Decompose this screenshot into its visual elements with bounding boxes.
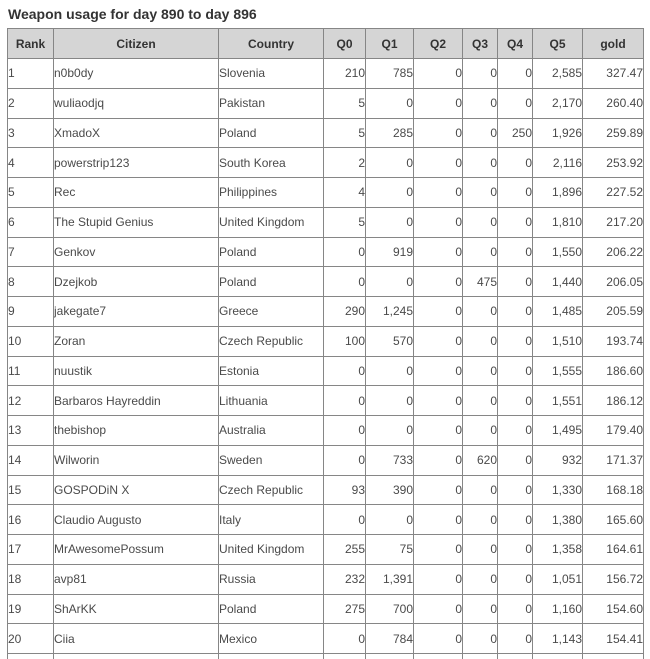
- column-header-q3: Q3: [463, 29, 498, 59]
- cell-country: United Kingdom: [219, 207, 324, 237]
- cell-citizen: Rec: [54, 178, 219, 208]
- cell-q4: 0: [498, 237, 533, 267]
- table-row: [8, 148, 644, 178]
- cell-q3: 0: [463, 59, 498, 89]
- cell-country: Mexico: [219, 624, 324, 654]
- table-row: [8, 505, 644, 535]
- cell-rank: 4: [8, 148, 54, 178]
- cell-citizen: Wilworin: [54, 445, 219, 475]
- cell-country: Italy: [219, 505, 324, 535]
- table-row: [8, 356, 644, 386]
- cell-gold: 179.40: [583, 416, 644, 446]
- cell-q0: 0: [324, 267, 366, 297]
- cell-q3: 0: [463, 505, 498, 535]
- table-row: [8, 59, 644, 89]
- cell-q4: 0: [498, 178, 533, 208]
- column-header-q2: Q2: [414, 29, 463, 59]
- header-row: [8, 29, 644, 59]
- cell-citizen: GOSPODiN X: [54, 475, 219, 505]
- cell-gold: 164.61: [583, 535, 644, 565]
- cell-rank: 16: [8, 505, 54, 535]
- cell-country: Poland: [219, 118, 324, 148]
- cell-q4: 0: [498, 386, 533, 416]
- cell-rank: 19: [8, 594, 54, 624]
- cell-q3: 0: [463, 148, 498, 178]
- cell-q4: 0: [498, 475, 533, 505]
- cell-q0: 0: [324, 386, 366, 416]
- cell-q4: 0: [498, 267, 533, 297]
- cell-rank: 5: [8, 178, 54, 208]
- cell-gold: 327.47: [583, 59, 644, 89]
- cell-rank: 6: [8, 207, 54, 237]
- table-row: [8, 475, 644, 505]
- cell-q4: 0: [498, 88, 533, 118]
- table-row: [8, 326, 644, 356]
- cell-q5: 1,896: [533, 178, 583, 208]
- cell-q1: 0: [366, 416, 414, 446]
- cell-q0: 290: [324, 297, 366, 327]
- cell-q5: 1,358: [533, 535, 583, 565]
- cell-rank: 10: [8, 326, 54, 356]
- cell-q2: 0: [414, 148, 463, 178]
- cell-q1: 0: [366, 386, 414, 416]
- table-row: [8, 624, 644, 654]
- column-header-q4: Q4: [498, 29, 533, 59]
- cell-q5: [533, 654, 583, 659]
- cell-q0: 93: [324, 475, 366, 505]
- cell-gold: 217.20: [583, 207, 644, 237]
- cell-country: Czech Republic: [219, 326, 324, 356]
- table-row: [8, 267, 644, 297]
- cell-citizen: jakegate7: [54, 297, 219, 327]
- cell-q0: 4: [324, 178, 366, 208]
- cell-citizen: Claudio Augusto: [54, 505, 219, 535]
- cell-rank: 8: [8, 267, 54, 297]
- cell-citizen: powerstrip123: [54, 148, 219, 178]
- cell-q4: 0: [498, 59, 533, 89]
- table-row: [8, 386, 644, 416]
- cell-q2: 0: [414, 88, 463, 118]
- cell-q1: 700: [366, 594, 414, 624]
- cell-q3: 475: [463, 267, 498, 297]
- cell-q3: [463, 654, 498, 659]
- cell-rank: [8, 654, 54, 659]
- cell-q4: 0: [498, 535, 533, 565]
- cell-q0: 5: [324, 118, 366, 148]
- cell-gold: 186.12: [583, 386, 644, 416]
- cell-q1: 570: [366, 326, 414, 356]
- cell-gold: 186.60: [583, 356, 644, 386]
- cell-q1: [366, 654, 414, 659]
- cell-q3: 0: [463, 297, 498, 327]
- cell-q0: 5: [324, 207, 366, 237]
- cell-q5: 1,485: [533, 297, 583, 327]
- cell-q2: 0: [414, 237, 463, 267]
- cell-q1: 1,245: [366, 297, 414, 327]
- cell-rank: 2: [8, 88, 54, 118]
- cell-citizen: The Stupid Genius: [54, 207, 219, 237]
- cell-citizen: MrAwesomePossum: [54, 535, 219, 565]
- cell-gold: 171.37: [583, 445, 644, 475]
- column-header-citizen: Citizen: [54, 29, 219, 59]
- cell-q2: 0: [414, 505, 463, 535]
- cell-q3: 0: [463, 326, 498, 356]
- cell-q1: 75: [366, 535, 414, 565]
- cell-q1: 919: [366, 237, 414, 267]
- cell-q2: [414, 654, 463, 659]
- cell-citizen: XmadoX: [54, 118, 219, 148]
- cell-q4: 0: [498, 416, 533, 446]
- table-row: [8, 207, 644, 237]
- cell-q3: 0: [463, 416, 498, 446]
- cell-q0: 0: [324, 416, 366, 446]
- column-header-q0: Q0: [324, 29, 366, 59]
- cell-country: Australia: [219, 416, 324, 446]
- cell-gold: 206.22: [583, 237, 644, 267]
- cell-q1: 785: [366, 59, 414, 89]
- cell-citizen: n0b0dy: [54, 59, 219, 89]
- cell-q5: 1,555: [533, 356, 583, 386]
- cell-q4: 0: [498, 207, 533, 237]
- cell-country: Philippines: [219, 178, 324, 208]
- cell-q5: 932: [533, 445, 583, 475]
- cell-q0: 0: [324, 356, 366, 386]
- cell-q2: 0: [414, 624, 463, 654]
- cell-gold: 168.18: [583, 475, 644, 505]
- table-row: [8, 594, 644, 624]
- cell-q4: 0: [498, 594, 533, 624]
- column-header-country: Country: [219, 29, 324, 59]
- cell-citizen: thebishop: [54, 416, 219, 446]
- cell-q0: 0: [324, 237, 366, 267]
- cell-country: South Korea: [219, 148, 324, 178]
- cell-q4: 0: [498, 356, 533, 386]
- cell-q5: 2,170: [533, 88, 583, 118]
- cell-gold: 193.74: [583, 326, 644, 356]
- cell-country: Sweden: [219, 445, 324, 475]
- cell-country: Slovenia: [219, 59, 324, 89]
- cell-citizen: avp81: [54, 564, 219, 594]
- cell-rank: 20: [8, 624, 54, 654]
- cell-q2: 0: [414, 207, 463, 237]
- cell-q2: 0: [414, 475, 463, 505]
- column-header-q1: Q1: [366, 29, 414, 59]
- cell-q1: 1,391: [366, 564, 414, 594]
- cell-q5: 1,380: [533, 505, 583, 535]
- cell-country: Poland: [219, 267, 324, 297]
- cell-q5: 1,510: [533, 326, 583, 356]
- cell-gold: 165.60: [583, 505, 644, 535]
- cell-q1: 784: [366, 624, 414, 654]
- cell-country: [219, 654, 324, 659]
- cell-q5: 1,143: [533, 624, 583, 654]
- cell-country: Czech Republic: [219, 475, 324, 505]
- cell-citizen: Genkov: [54, 237, 219, 267]
- cell-q5: 2,585: [533, 59, 583, 89]
- cell-q3: 0: [463, 475, 498, 505]
- cell-gold: 260.40: [583, 88, 644, 118]
- table-row: [8, 535, 644, 565]
- cell-q2: 0: [414, 118, 463, 148]
- table-row: [8, 297, 644, 327]
- cell-q0: 5: [324, 88, 366, 118]
- cell-q5: 1,495: [533, 416, 583, 446]
- cell-q1: 0: [366, 88, 414, 118]
- cell-q2: 0: [414, 356, 463, 386]
- cell-rank: 12: [8, 386, 54, 416]
- cell-q3: 0: [463, 624, 498, 654]
- cell-q2: 0: [414, 564, 463, 594]
- cell-country: Estonia: [219, 356, 324, 386]
- cell-citizen: ShArKK: [54, 594, 219, 624]
- cell-citizen: [54, 654, 219, 659]
- cell-gold: 253.92: [583, 148, 644, 178]
- weapon-usage-table: [7, 28, 644, 659]
- cell-q3: 620: [463, 445, 498, 475]
- cell-q1: 0: [366, 178, 414, 208]
- cell-q4: 0: [498, 505, 533, 535]
- cell-q3: 0: [463, 535, 498, 565]
- cell-q5: 1,926: [533, 118, 583, 148]
- column-header-q5: Q5: [533, 29, 583, 59]
- cell-q3: 0: [463, 237, 498, 267]
- cell-q4: 0: [498, 326, 533, 356]
- table-row: [8, 237, 644, 267]
- cell-q5: 1,160: [533, 594, 583, 624]
- table-row: [8, 88, 644, 118]
- cell-q3: 0: [463, 207, 498, 237]
- cell-q0: [324, 654, 366, 659]
- table-row: [8, 178, 644, 208]
- cell-q2: 0: [414, 535, 463, 565]
- cell-q5: 1,330: [533, 475, 583, 505]
- cell-gold: 154.41: [583, 624, 644, 654]
- cell-q1: 0: [366, 148, 414, 178]
- cell-gold: [583, 654, 644, 659]
- cell-q4: [498, 654, 533, 659]
- cell-q3: 0: [463, 178, 498, 208]
- cell-country: Poland: [219, 594, 324, 624]
- cell-q3: 0: [463, 386, 498, 416]
- cell-q3: 0: [463, 88, 498, 118]
- cell-q0: 2: [324, 148, 366, 178]
- cell-country: United Kingdom: [219, 535, 324, 565]
- page-title: Weapon usage for day 890 to day 896: [8, 6, 257, 22]
- cell-rank: 17: [8, 535, 54, 565]
- cell-country: Pakistan: [219, 88, 324, 118]
- cell-q2: 0: [414, 445, 463, 475]
- cell-country: Lithuania: [219, 386, 324, 416]
- cell-country: Greece: [219, 297, 324, 327]
- cell-citizen: Ciia: [54, 624, 219, 654]
- cell-gold: 205.59: [583, 297, 644, 327]
- cell-citizen: wuliaodjq: [54, 88, 219, 118]
- table-row: [8, 564, 644, 594]
- cell-q0: 100: [324, 326, 366, 356]
- table-row-partial: [8, 654, 644, 659]
- column-header-gold: gold: [583, 29, 644, 59]
- cell-q0: 0: [324, 505, 366, 535]
- table-row: [8, 118, 644, 148]
- cell-q0: 255: [324, 535, 366, 565]
- table-row: [8, 445, 644, 475]
- table-body: [8, 59, 644, 659]
- cell-q3: 0: [463, 594, 498, 624]
- cell-rank: 3: [8, 118, 54, 148]
- cell-q1: 0: [366, 356, 414, 386]
- cell-q3: 0: [463, 564, 498, 594]
- cell-citizen: Zoran: [54, 326, 219, 356]
- cell-gold: 206.05: [583, 267, 644, 297]
- cell-q3: 0: [463, 356, 498, 386]
- cell-q4: 250: [498, 118, 533, 148]
- cell-q4: 0: [498, 564, 533, 594]
- cell-rank: 18: [8, 564, 54, 594]
- cell-q5: 1,051: [533, 564, 583, 594]
- cell-q2: 0: [414, 416, 463, 446]
- cell-q1: 0: [366, 267, 414, 297]
- cell-q2: 0: [414, 326, 463, 356]
- cell-q2: 0: [414, 178, 463, 208]
- cell-rank: 14: [8, 445, 54, 475]
- column-header-rank: Rank: [8, 29, 54, 59]
- cell-q5: 1,550: [533, 237, 583, 267]
- cell-gold: 259.89: [583, 118, 644, 148]
- cell-gold: 154.60: [583, 594, 644, 624]
- cell-citizen: Barbaros Hayreddin: [54, 386, 219, 416]
- cell-q2: 0: [414, 594, 463, 624]
- cell-q5: 2,116: [533, 148, 583, 178]
- cell-rank: 7: [8, 237, 54, 267]
- cell-q2: 0: [414, 267, 463, 297]
- cell-country: Russia: [219, 564, 324, 594]
- cell-rank: 13: [8, 416, 54, 446]
- cell-q5: 1,810: [533, 207, 583, 237]
- cell-q2: 0: [414, 59, 463, 89]
- cell-rank: 9: [8, 297, 54, 327]
- cell-q1: 733: [366, 445, 414, 475]
- cell-q2: 0: [414, 386, 463, 416]
- cell-q4: 0: [498, 297, 533, 327]
- cell-q4: 0: [498, 445, 533, 475]
- cell-q4: 0: [498, 148, 533, 178]
- cell-q2: 0: [414, 297, 463, 327]
- cell-q0: 0: [324, 445, 366, 475]
- cell-rank: 1: [8, 59, 54, 89]
- cell-citizen: Dzejkob: [54, 267, 219, 297]
- cell-q1: 0: [366, 505, 414, 535]
- cell-citizen: nuustik: [54, 356, 219, 386]
- cell-q0: 0: [324, 624, 366, 654]
- cell-q5: 1,551: [533, 386, 583, 416]
- cell-q0: 232: [324, 564, 366, 594]
- cell-country: Poland: [219, 237, 324, 267]
- cell-q5: 1,440: [533, 267, 583, 297]
- cell-rank: 15: [8, 475, 54, 505]
- table-row: [8, 416, 644, 446]
- cell-q1: 0: [366, 207, 414, 237]
- cell-gold: 156.72: [583, 564, 644, 594]
- cell-q4: 0: [498, 624, 533, 654]
- cell-q3: 0: [463, 118, 498, 148]
- cell-q1: 285: [366, 118, 414, 148]
- cell-q0: 210: [324, 59, 366, 89]
- cell-gold: 227.52: [583, 178, 644, 208]
- cell-rank: 11: [8, 356, 54, 386]
- cell-q0: 275: [324, 594, 366, 624]
- cell-q1: 390: [366, 475, 414, 505]
